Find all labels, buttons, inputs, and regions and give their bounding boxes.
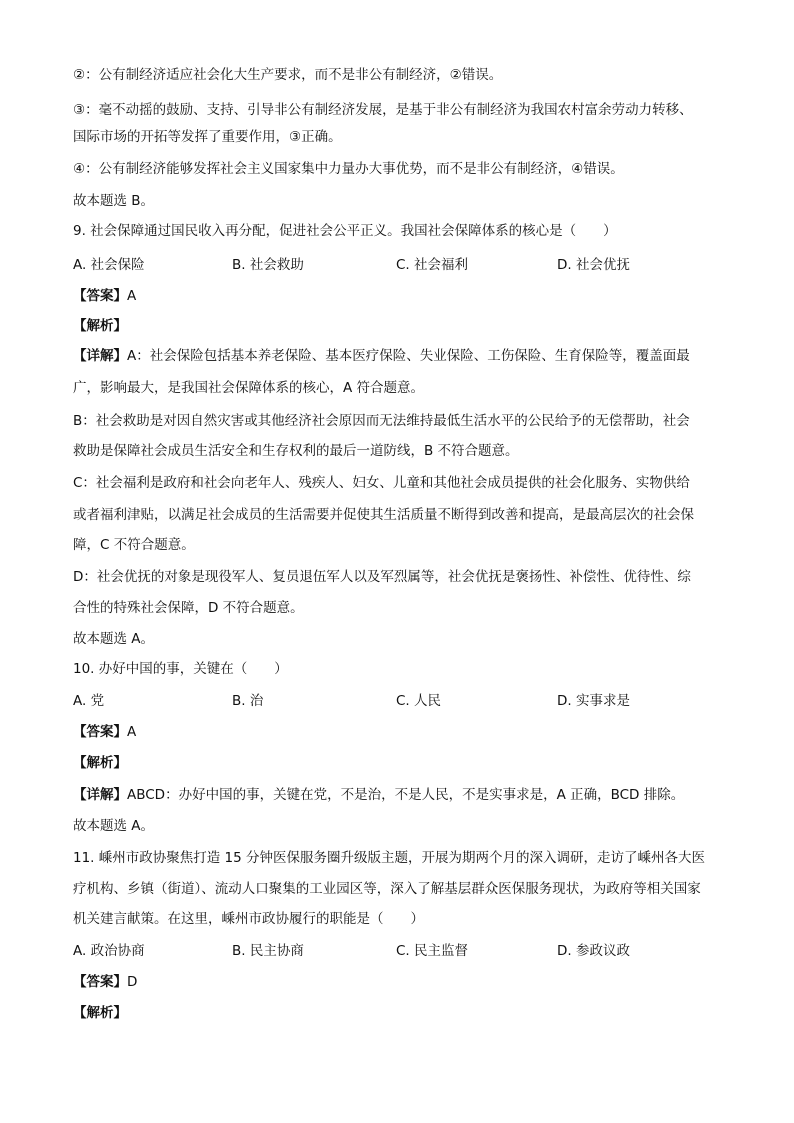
- option-d: D. 参政议政: [557, 943, 630, 959]
- option-d: D. 实事求是: [557, 693, 630, 709]
- analysis-tag: 【解析】: [73, 755, 127, 771]
- answer-tag: 【答案】: [73, 974, 127, 990]
- option-a: A. 党: [73, 693, 105, 709]
- detail-tag: 【详解】: [73, 348, 127, 364]
- option-a: A. 政治协商: [73, 943, 145, 959]
- question-10: 10. 办好中国的事，关键在（ ）: [73, 661, 288, 677]
- text-line: 合性的特殊社会保障，D 不符合题意。: [73, 600, 304, 616]
- text-line: D：社会优抚的对象是现役军人、复员退伍军人以及军烈属等，社会优抚是褒扬性、补偿性、优待性、综: [73, 569, 691, 585]
- conclusion-line: 故本题选 A。: [73, 818, 155, 834]
- conclusion-line: 故本题选 A。: [73, 631, 155, 647]
- text-line: C：社会福利是政府和社会向老年人、残疾人、妇女、儿童和其他社会成员提供的社会化服务、实物供给: [73, 475, 690, 491]
- detail-text: ABCD：办好中国的事，关键在党，不是治，不是人民，不是实事求是，A 正确，BCD 排除。: [127, 787, 685, 803]
- detail-text: A：社会保险包括基本养老保险、基本医疗保险、失业保险、工伤保险、生育保险等，覆盖面最: [127, 348, 690, 364]
- question-11-cont: 疗机构、乡镇（街道）、流动人口聚集的工业园区等，深入了解基层群众医保服务现状，为政府等相关国家: [73, 881, 701, 897]
- answer-value: A: [127, 724, 137, 740]
- option-d: D. 社会优抚: [557, 257, 630, 273]
- option-b: B. 治: [232, 693, 264, 709]
- option-c: C. 人民: [396, 693, 442, 709]
- option-c: C. 民主监督: [396, 943, 469, 959]
- text-line: 或者福利津贴，以满足社会成员的生活需要并促使其生活质量不断得到改善和提高，是最高层次的社会保: [73, 507, 694, 523]
- option-c: C. 社会福利: [396, 257, 469, 273]
- question-11-cont: 机关建言献策。在这里，嵊州市政协履行的职能是（ ）: [73, 911, 424, 927]
- text-line: 广，影响最大，是我国社会保障体系的核心，A 符合题意。: [73, 380, 425, 396]
- question-10-options: [73, 692, 733, 710]
- question-11-options: [73, 942, 733, 960]
- answer-value: A: [127, 288, 137, 304]
- detail-line: [73, 786, 684, 804]
- text-line: 障，C 不符合题意。: [73, 537, 195, 553]
- text-line: ④：公有制经济能够发挥社会主义国家集中力量办大事优势，而不是非公有制经济，④错误。: [73, 161, 624, 177]
- detail-line: [73, 347, 690, 365]
- analysis-line: [73, 754, 127, 772]
- detail-tag: 【详解】: [73, 787, 127, 803]
- question-9-options: [73, 256, 733, 274]
- answer-line: [73, 723, 136, 741]
- option-b: B. 民主协商: [232, 943, 304, 959]
- option-a: A. 社会保险: [73, 257, 145, 273]
- answer-tag: 【答案】: [73, 724, 127, 740]
- analysis-tag: 【解析】: [73, 1005, 127, 1021]
- answer-line: [73, 973, 137, 991]
- question-9: 9. 社会保障通过国民收入再分配，促进社会公平正义。我国社会保障体系的核心是（ ）: [73, 223, 617, 239]
- answer-line: [73, 287, 136, 305]
- analysis-line: [73, 1004, 127, 1022]
- answer-tag: 【答案】: [73, 288, 127, 304]
- text-line: 国际市场的开拓等发挥了重要作用，③正确。: [73, 129, 342, 145]
- conclusion-line: 故本题选 B。: [73, 193, 155, 209]
- analysis-line: [73, 317, 127, 335]
- text-line: ③：毫不动摇的鼓励、支持、引导非公有制经济发展，是基于非公有制经济为我国农村富余劳动力转移、: [73, 102, 693, 118]
- answer-value: D: [127, 974, 138, 990]
- option-b: B. 社会救助: [232, 257, 304, 273]
- text-line: B：社会救助是对因自然灾害或其他经济社会原因而无法维持最低生活水平的公民给予的无偿帮助，社会: [73, 413, 690, 429]
- analysis-tag: 【解析】: [73, 318, 127, 334]
- text-line: ②：公有制经济适应社会化大生产要求，而不是非公有制经济，②错误。: [73, 67, 503, 83]
- question-11: 11. 嵊州市政协聚焦打造 15 分钟医保服务圈升级版主题，开展为期两个月的深入调研，走访了嵊州各大医: [73, 850, 706, 866]
- text-line: 救助是保障社会成员生活安全和生存权利的最后一道防线，B 不符合题意。: [73, 443, 519, 459]
